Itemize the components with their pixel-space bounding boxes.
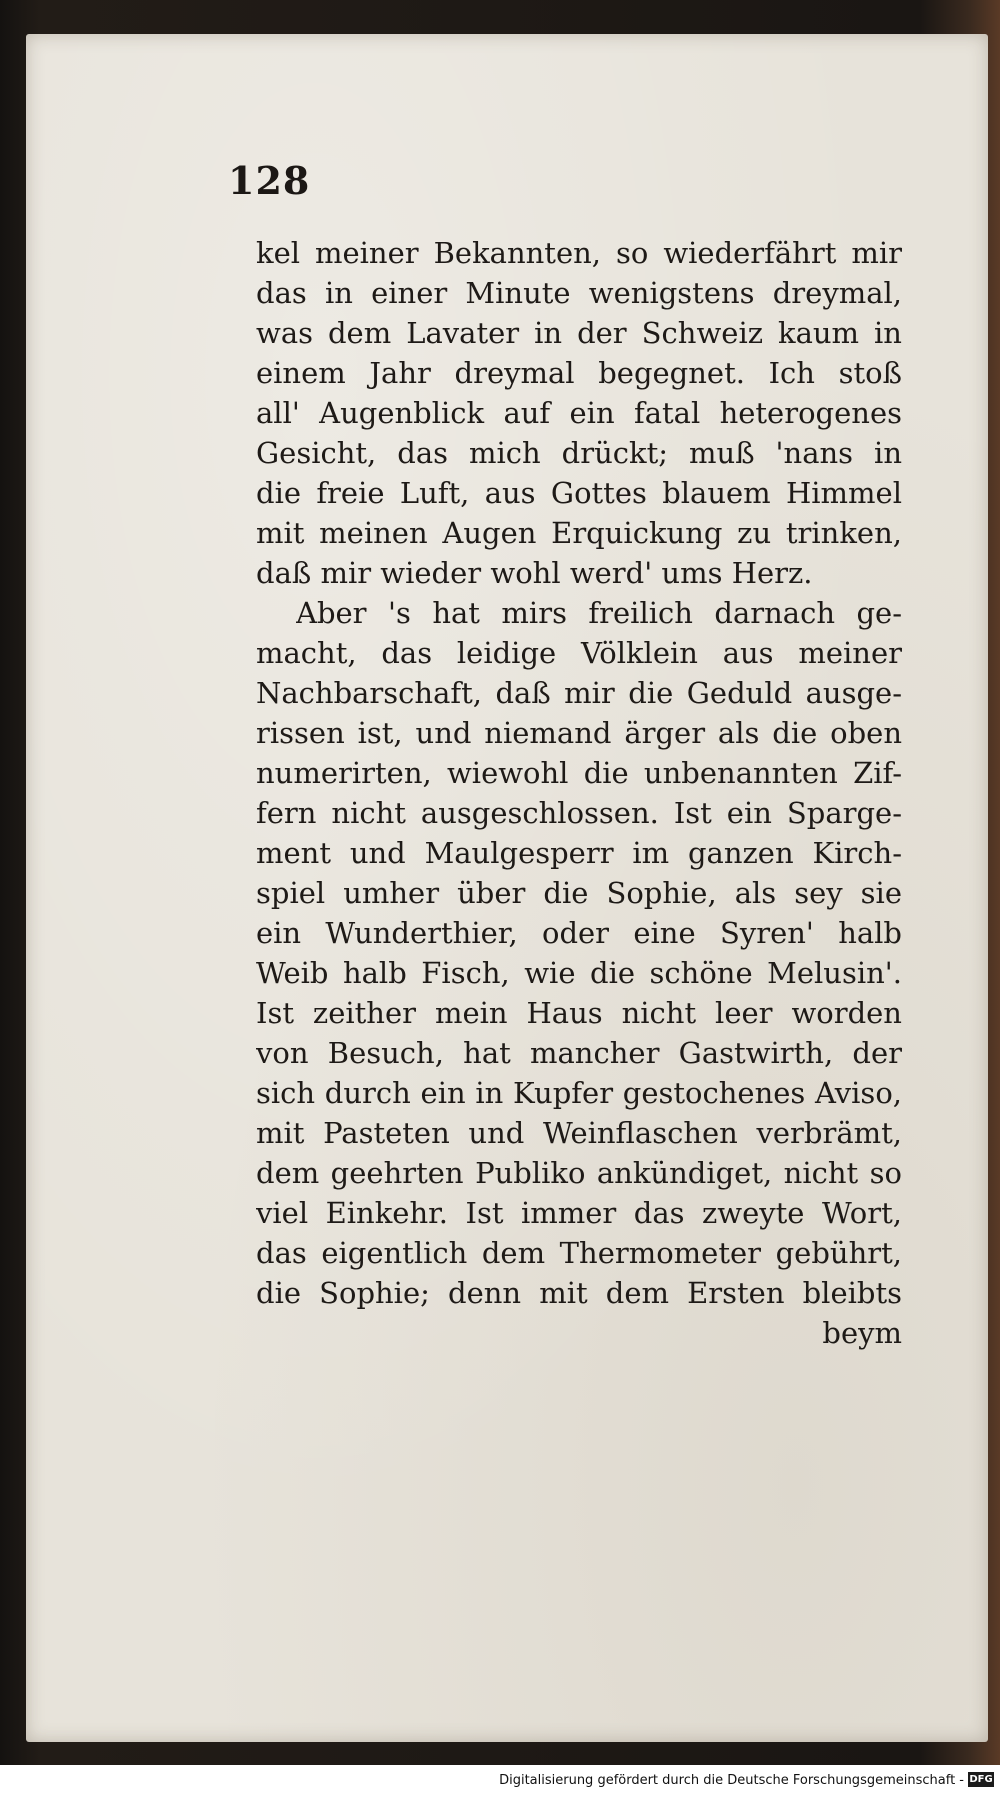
text-line-2: das in einer Minute wenigstens dreymal, <box>256 276 902 310</box>
text-line-24: dem geehrten Publiko ankündiget, nicht so <box>256 1156 902 1190</box>
text-line-4: einem Jahr dreymal begegnet. Ich stoß <box>256 356 902 390</box>
text-line-14: numerirten, wiewohl die unbenannten Zif- <box>256 756 902 790</box>
text-line-15: fern nicht ausgeschlossen. Ist ein Sparge- <box>256 796 902 830</box>
text-line-13: rissen ist, und niemand ärger als die oben <box>256 716 902 750</box>
text-line-20: Ist zeither mein Haus nicht leer worden <box>256 996 902 1030</box>
text-line-25: viel Einkehr. Ist immer das zweyte Wort, <box>256 1196 902 1230</box>
text-line-6: Gesicht, das mich drückt; muß 'nans in <box>256 436 902 470</box>
catchword: beym <box>822 1316 902 1350</box>
digitization-credit: Digitalisierung gefördert durch die Deutsche Forschungsgemeinschaft - <box>499 1773 964 1788</box>
text-line-17: spiel umher über die Sophie, als sey sie <box>256 876 902 910</box>
text-line-7: die freie Luft, aus Gottes blauem Himmel <box>256 476 902 510</box>
text-line-16: ment und Maulgesperr im ganzen Kirch- <box>256 836 902 870</box>
text-line-10: Aber 's hat mirs freilich darnach ge- <box>296 596 902 630</box>
text-line-9: daß mir wieder wohl werd' ums Herz. <box>256 556 813 590</box>
text-line-3: was dem Lavater in der Schweiz kaum in <box>256 316 902 350</box>
text-line-5: all' Augenblick auf ein fatal heterogenes <box>256 396 902 430</box>
text-line-27: die Sophie; denn mit dem Ersten bleibts <box>256 1276 902 1310</box>
text-line-22: sich durch ein in Kupfer gestochenes Aviso, <box>256 1076 902 1110</box>
text-line-8: mit meinen Augen Erquickung zu trinken, <box>256 516 902 550</box>
text-line-19: Weib halb Fisch, wie die schöne Melusin'. <box>256 956 902 990</box>
text-line-21: von Besuch, hat mancher Gastwirth, der <box>256 1036 902 1070</box>
dfg-logo-icon: DFG <box>969 1774 993 1785</box>
text-line-23: mit Pasteten und Weinflaschen verbrämt, <box>256 1116 902 1150</box>
text-line-26: das eigentlich dem Thermometer gebührt, <box>256 1236 902 1270</box>
text-line-18: ein Wunderthier, oder eine Syren' halb <box>256 916 902 950</box>
text-line-1: kel meiner Bekannten, so wiederfährt mir <box>256 236 902 270</box>
text-line-11: macht, das leidige Völklein aus meiner <box>256 636 902 670</box>
page-number: 128 <box>228 158 311 203</box>
text-line-12: Nachbarschaft, daß mir die Geduld ausge- <box>256 676 902 710</box>
